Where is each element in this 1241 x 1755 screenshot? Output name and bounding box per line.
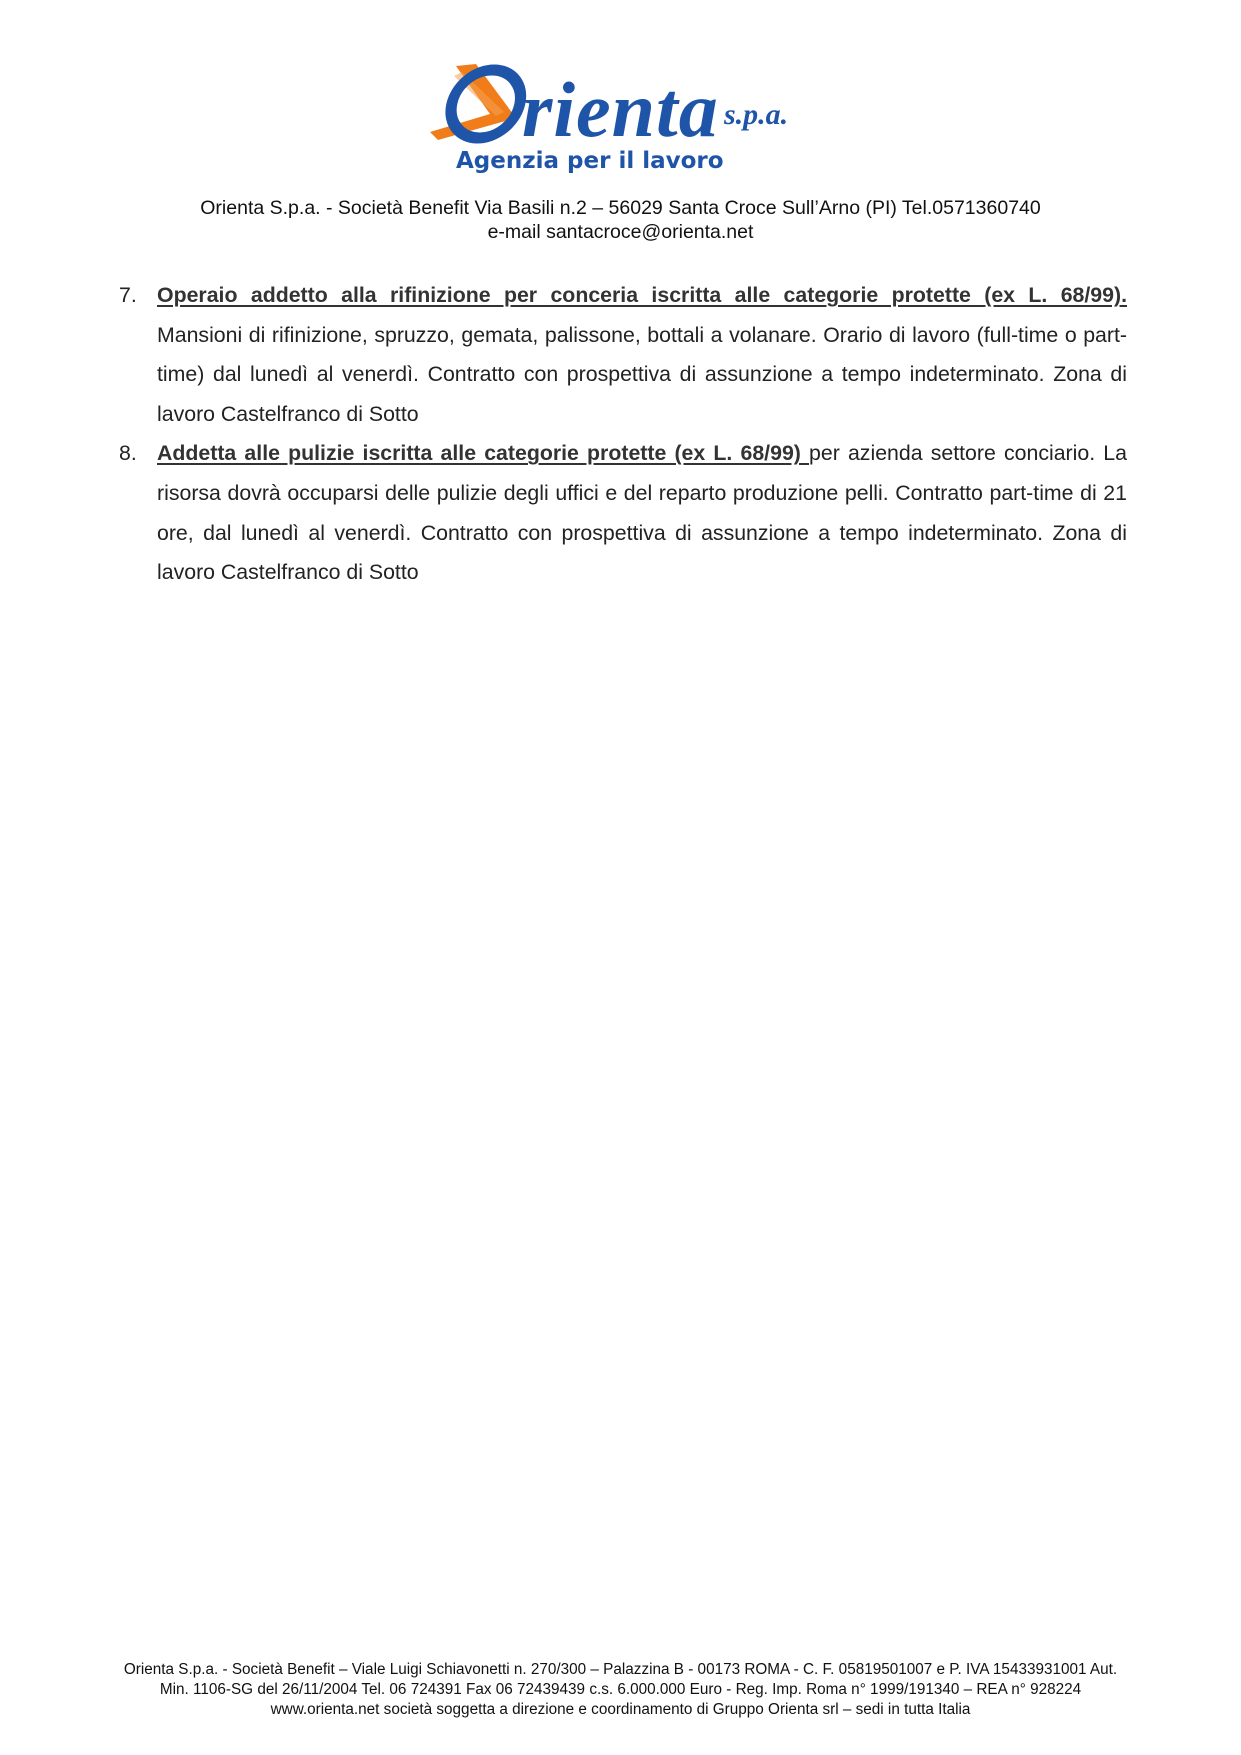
svg-text:rienta: rienta bbox=[522, 66, 719, 153]
logo-tagline: Agenzia per il lavoro bbox=[456, 148, 724, 174]
job-title: Addetta alle pulizie iscritta alle categorie protette (ex L. 68/99) bbox=[157, 441, 810, 466]
header-email: e-mail santacroce@orienta.net bbox=[487, 221, 754, 243]
footer-line-2: Min. 1106-SG del 26/11/2004 Tel. 06 724391 Fax 06 72439439 c.s. 6.000.000 Euro - Reg. Imp. Roma n° 1999/191340 – REA n° 928224 bbox=[159, 1681, 1082, 1698]
logo-suffix: s.p.a. bbox=[724, 98, 789, 131]
header-contact-info bbox=[0, 196, 1241, 244]
footer-legal-info bbox=[0, 1660, 1241, 1720]
header-address: Orienta S.p.a. - Società Benefit Via Basili n.2 – 56029 Santa Croce Sull’Arno (PI) Tel.0571360740 bbox=[200, 197, 1041, 219]
job-description: Mansioni di rifinizione, spruzzo, gemata, palissone, bottali a volanare. Orario di lavoro (full-time o part-time) dal lunedì al venerdì. Contratto con prospettiva di assunzione a tempo indeterminato. Zona di lavoro Castelfranco di Sotto bbox=[157, 322, 1127, 426]
job-item bbox=[119, 434, 1127, 592]
footer-line-3: www.orienta.net società soggetta a direzione e coordinamento di Gruppo Orienta srl – sedi in tutta Italia bbox=[270, 1701, 971, 1718]
job-number: 7. bbox=[119, 283, 137, 307]
job-item bbox=[119, 276, 1127, 434]
job-number: 8. bbox=[119, 441, 137, 466]
company-logo bbox=[428, 56, 818, 174]
job-list bbox=[119, 276, 1127, 593]
job-description: per azienda settore conciario. La risorsa dovrà occuparsi delle pulizie degli uffici e del reparto produzione pelli. Contratto part-time di 21 ore, dal lunedì al venerdì. Contratto con prospettiva di assunzione a tempo indeterminato. Zona di lavoro Castelfranco di Sotto bbox=[157, 441, 1127, 585]
job-title: Operaio addetto alla rifinizione per conceria iscritta alle categorie protette (ex L. 68/99). bbox=[157, 283, 1127, 307]
footer-line-1: Orienta S.p.a. - Società Benefit – Viale Luigi Schiavonetti n. 270/300 – Palazzina B - 00173 ROMA - C. F. 05819501007 e P. IVA 15433931001 Aut. bbox=[123, 1661, 1118, 1678]
